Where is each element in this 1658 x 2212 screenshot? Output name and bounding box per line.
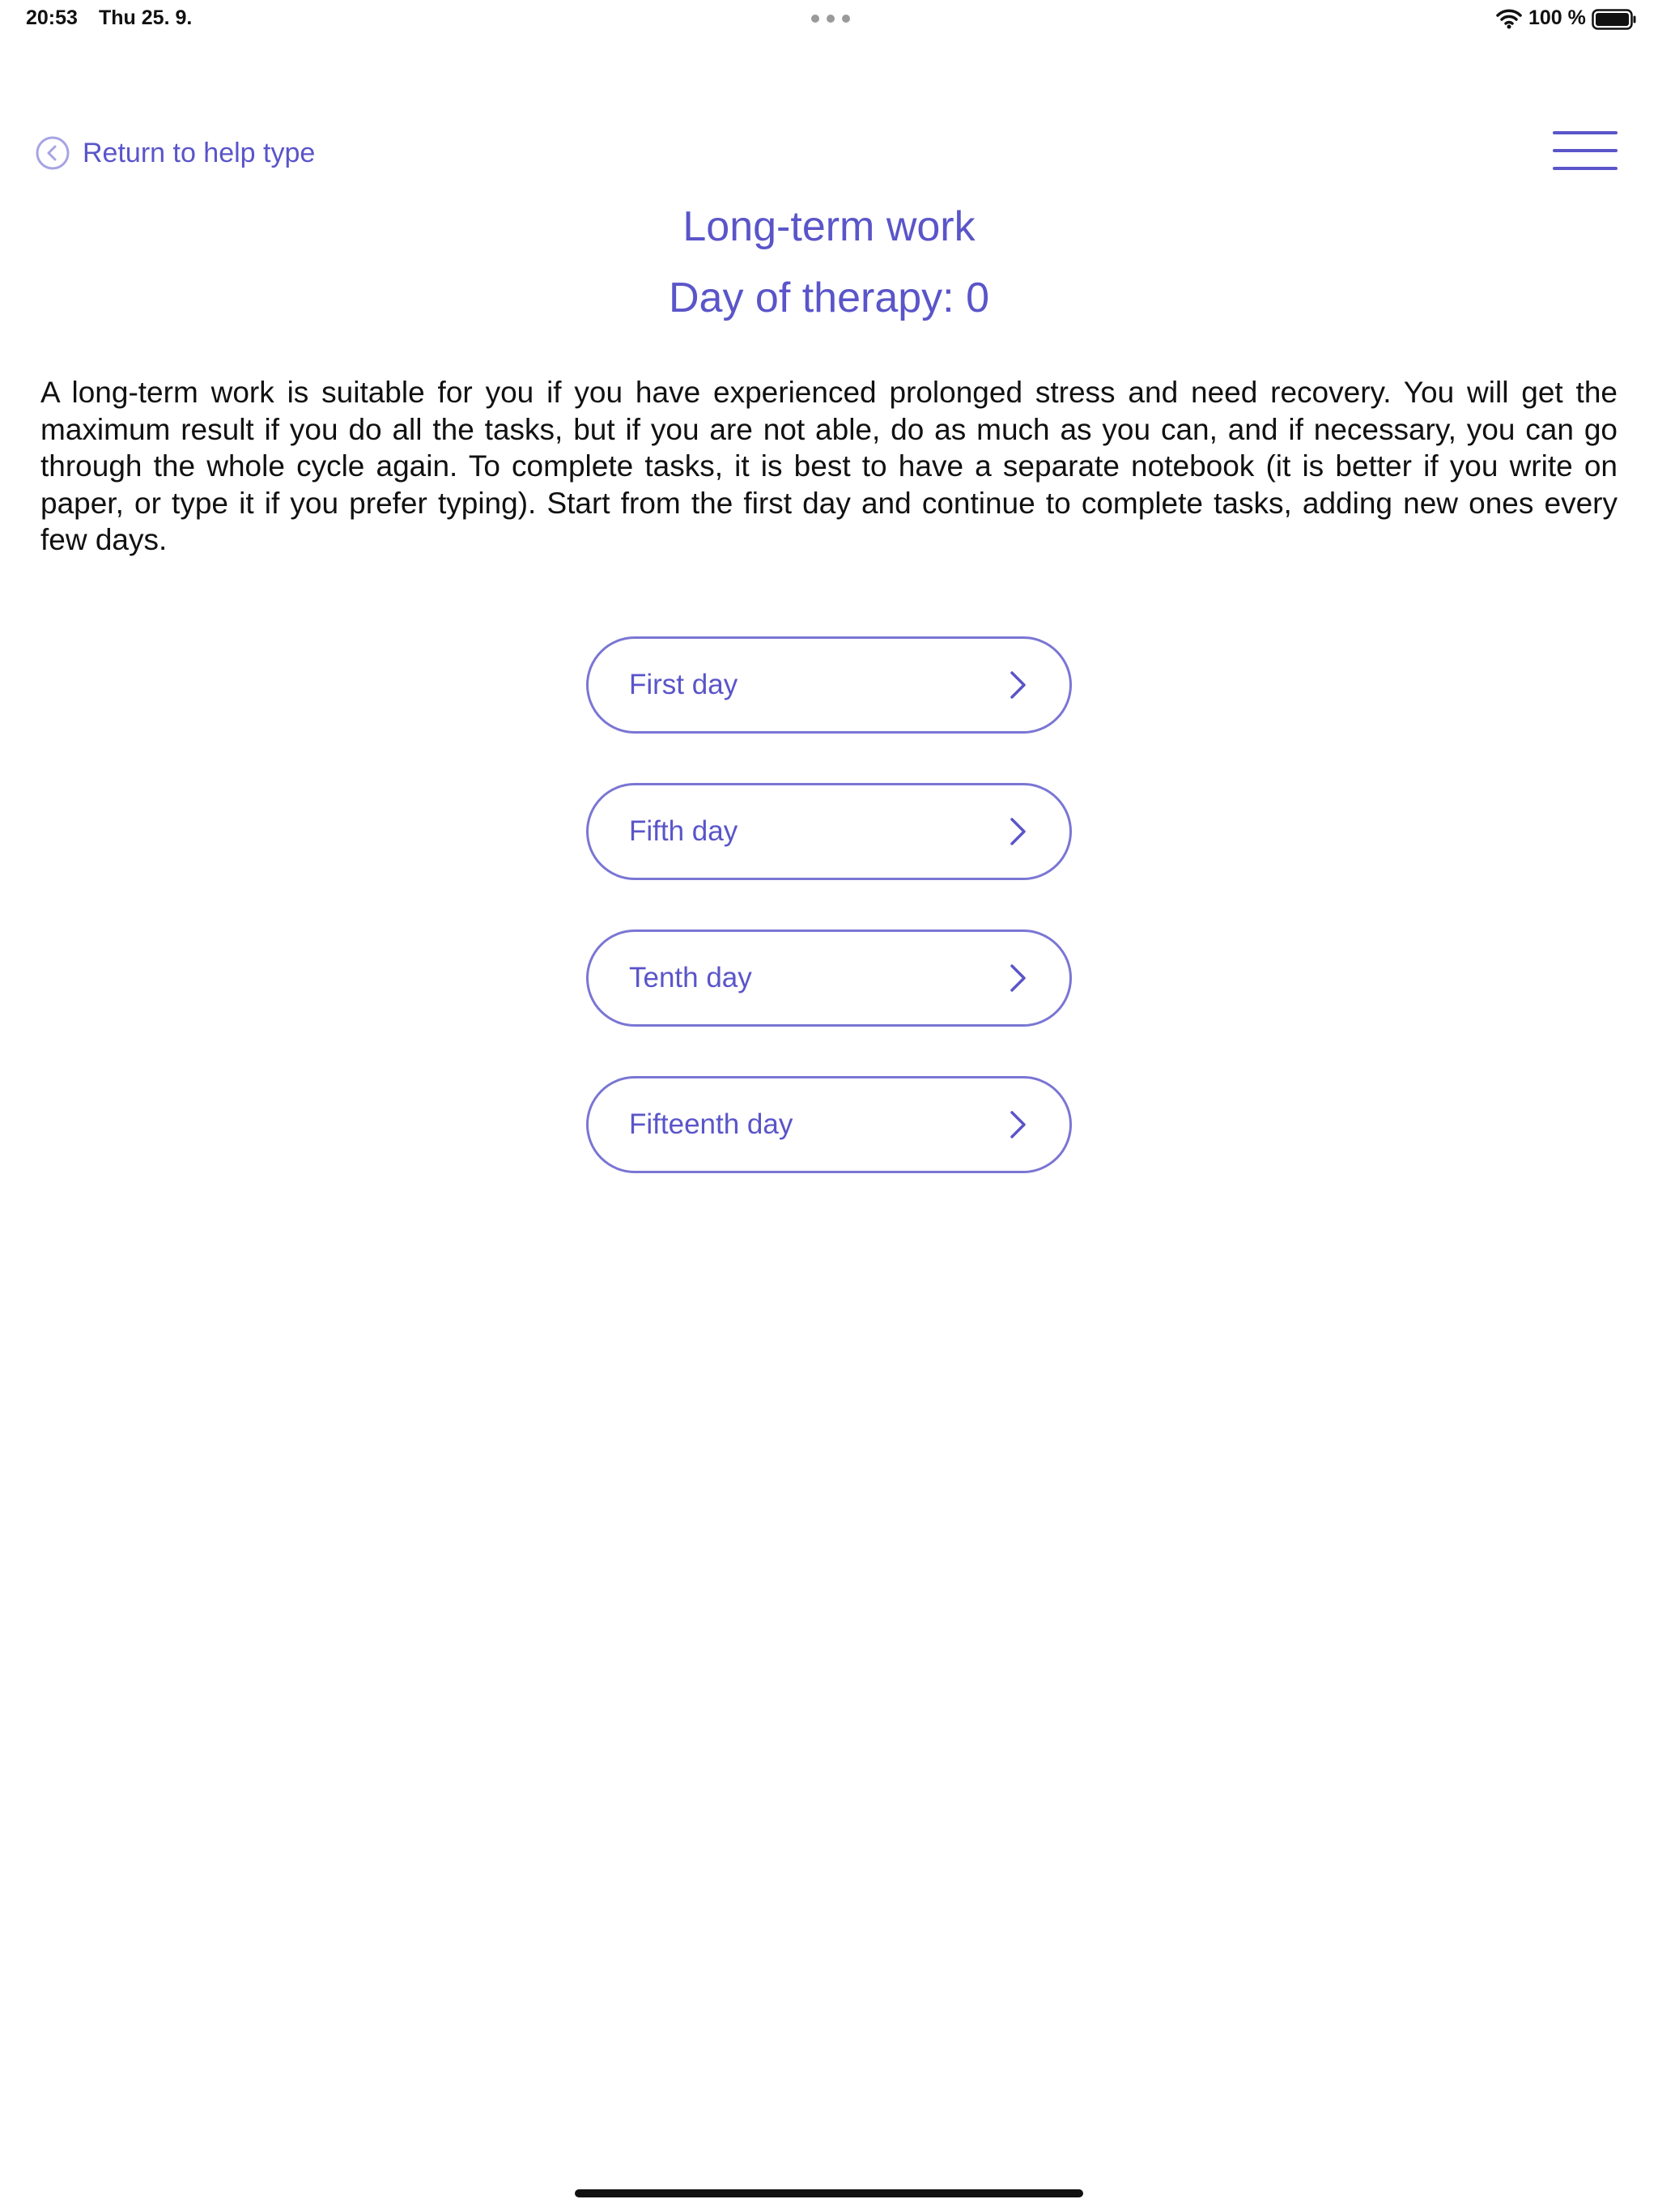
therapy-day-counter: Day of therapy: 0 <box>669 274 989 321</box>
day-button-label: First day <box>629 669 738 700</box>
status-date: Thu 25. 9. <box>99 6 193 29</box>
wifi-icon <box>1496 8 1522 29</box>
first-day-button[interactable] <box>586 636 1072 734</box>
home-indicator[interactable] <box>575 2189 1083 2197</box>
chevron-right-icon <box>1010 963 1027 993</box>
page-title: Long-term work <box>682 203 976 250</box>
day-button-label: Tenth day <box>629 962 752 993</box>
chevron-right-icon <box>1010 1110 1027 1139</box>
return-to-help-type-link[interactable] <box>36 134 315 172</box>
fifteenth-day-button[interactable] <box>586 1076 1072 1173</box>
day-button-label: Fifth day <box>629 815 738 847</box>
battery-percent: 100 % <box>1528 6 1586 29</box>
tenth-day-button[interactable] <box>586 929 1072 1027</box>
battery-icon <box>1592 9 1637 30</box>
multitasking-dots-icon[interactable] <box>811 15 850 23</box>
chevron-right-icon <box>1010 817 1027 846</box>
status-time: 20:53 <box>26 6 78 29</box>
fifth-day-button[interactable] <box>586 783 1072 880</box>
back-label: Return to help type <box>83 137 316 168</box>
chevron-left-circle-icon <box>36 136 70 170</box>
day-list <box>586 636 1072 1223</box>
chevron-right-icon <box>1010 670 1027 700</box>
status-bar <box>0 0 1658 39</box>
hamburger-menu-icon[interactable] <box>1551 128 1619 173</box>
day-button-label: Fifteenth day <box>629 1108 793 1140</box>
description-text: A long-term work is suitable for you if you have experienced prolonged stress and need recovery. You will get the maximum result if you do all the tasks, but if you are not able, do as much as you can, and if necessary, you can go through the whole cycle again. To complete tasks, it is best to have a separate notebook (it is better if you write on paper, or type it if you prefer typing). Start from the first day and continue to complete tasks, adding new ones every few days. <box>40 376 1618 556</box>
